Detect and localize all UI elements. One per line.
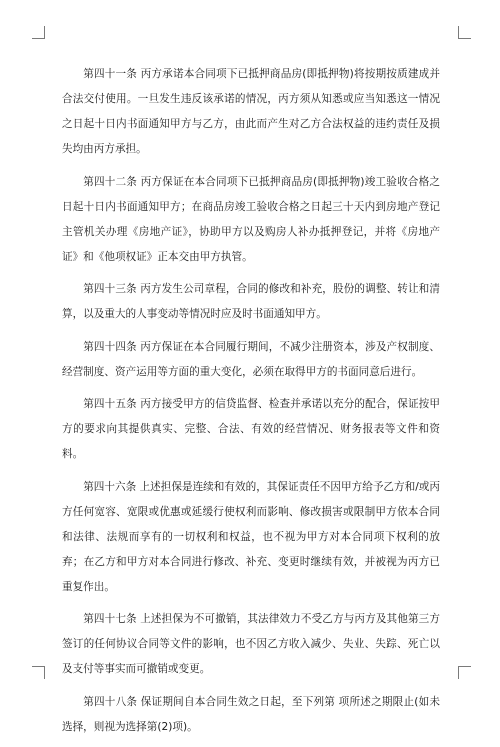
crop-mark-top-right [458,26,471,39]
crop-mark-bottom-left [32,666,45,679]
clause-48: 第四十八条 保证期间自本合同生效之日起，至下列第 项所述之期限止(如未选择，则视为选择第(2)项)。 [62,695,440,733]
clause-41: 第四十一条 丙方承诺本合同项下已抵押商品房(即抵押物)将按期按质建成并合法交付使用。一旦发生违反该承诺的情况，丙方须从知悉或应当知悉这一情况之日起十日内书面通知甲方与乙方，由此而产生对乙方合法权益的违约责任及损失均由丙方承担。 [62,68,440,155]
clause-43: 第四十三条 丙方发生公司章程，合同的修改和补充，股份的调整、转让和清算，以及重大的人事变动等情况时应及时书面通知甲方。 [62,283,440,320]
clause-44: 第四十四条 丙方保证在本合同履行期间，不减少注册资本，涉及产权制度、经营制度、资产运用等方面的重大变化，必须在取得甲方的书面同意后进行。 [62,340,440,378]
document-body [62,62,440,747]
clause-47: 第四十七条 上述担保为不可撤销，其法律效力不受乙方与丙方及其他第三方签订的任何协议合同等文件的影响，也不因乙方收入减少、失业、失踪、死亡以及支付等事实而可撤销或变更。 [62,613,440,675]
clause-42: 第四十二条 丙方保证在本合同项下已抵押商品房(即抵押物)竣工验收合格之日起十日内书面通知甲方；在商品房竣工验收合格之日起三十天内到房地产登记主管机关办理《房地产证》，协助甲方以及购房人补办抵押登记，并将《房地产证》和《他项权证》正本交由甲方执管。 [62,175,440,263]
clause-46: 第四十六条 上述担保是连续和有效的，其保证责任不因甲方给予乙方和/或丙方任何宽容、宽限或优惠或延缓行使权利而影响、修改损害或限制甲方依本合同和法律、法规而享有的一切权利和权益，也不视为甲方对本合同项下权利的放弃；在乙方和甲方对本合同进行修改、补充、变更时继续有效，并被视为丙方已重复作出。 [62,480,440,593]
clause-45: 第四十五条 丙方接受甲方的信贷监督、检查并承诺以充分的配合，保证按甲方的要求向其提供真实、完整、合法、有效的经营情况、财务报表等文件和资料。 [62,398,440,460]
crop-mark-bottom-right [458,666,471,679]
crop-mark-top-left [32,26,45,39]
